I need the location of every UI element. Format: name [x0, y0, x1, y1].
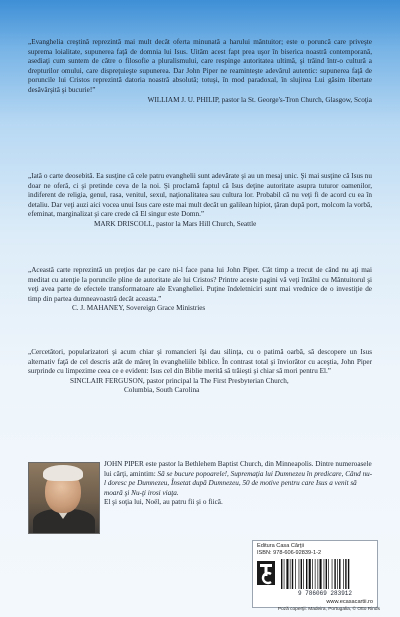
barcode-bar: [345, 559, 346, 589]
barcode-number: 9 786069 283912: [297, 590, 352, 597]
barcode-bar: [290, 559, 291, 589]
barcode-bar: [312, 559, 313, 589]
barcode-bar: [295, 559, 296, 589]
publisher-box: [252, 540, 378, 608]
author-photo: [28, 462, 100, 534]
barcode-bar: [320, 559, 322, 589]
publisher-logo-icon: [257, 561, 275, 585]
cover-photo-credit: Poză coperţii: Madeira, Portugalia, © Otto Rinds: [277, 607, 380, 612]
barcode-bar: [284, 559, 285, 589]
bio-titles: Să se bucure popoarele!, Supremaţia lui Dumnezeu în predicare, Când nu-l doresc pe Dumnezeu, Însetat după Dumnezeu, 50 de motive pentru care Isus a venit să moară şi Nu-ţi irosi viaţa.: [104, 469, 373, 497]
quote-attribution-location: Columbia, South Carolina: [124, 386, 200, 395]
barcode-bar: [324, 559, 325, 589]
quote-driscoll: [28, 172, 372, 230]
barcode-bar: [315, 559, 316, 589]
quote-mahaney: [28, 266, 372, 314]
barcode: [279, 559, 369, 589]
isbn-label: ISBN: 978-606-92839-1-2: [257, 550, 322, 556]
barcode-bar: [301, 559, 302, 589]
bio-family: El şi soţia lui, Noël, au patru fii şi o fiică.: [104, 498, 223, 507]
barcode-bar: [299, 559, 300, 589]
barcode-bar: [286, 559, 288, 589]
quote-attribution: C. J. MAHANEY, Sovereign Grace Ministries: [72, 304, 206, 313]
quote-philip: [28, 38, 372, 105]
quote-text: „Evanghelia creştină reprezintă mai mult decât oferta minunată a harului mântuitor; este o poruncă care priveşte suprema loialitate, supunerea faţă de domnia lui Isus. Uităm acest fapt prea uşor în biserica noastră contemporană, asediaţi cum suntem de către o filosofie a pluralismului, care respinge autoritatea ultimă, şi trăind într-o cultură a drepturilor omului, care dispreţuieşte supunerea. Dar John Piper ne reaminteşte adevărul autentic: supunerea faţă de poruncile lui Cristos reprezintă datoria noastră absolută; totuşi, în mod paradoxal, în slujirea Lui găsim libertate desăvârşită şi bucurie!”: [28, 38, 372, 94]
barcode-bar: [281, 559, 282, 589]
quote-text: „Cercetători, popularizatori şi acum chiar şi romancieri îşi dau silinţa, cu o patimă oarbă, să descopere un Isus alternativ faţă de cel descris atât de măreţ în evangheliile biblice. În contrast total şi înviorător cu aceştia, John Piper surprinde cu limpezime ceea ce e evident: Isus cel din Biblie merită să trăieşti şi chiar să mori pentru El.”: [28, 348, 372, 376]
quote-text: „Această carte reprezintă un preţios dar pe care ni-l face pana lui John Piper. Cât timp a trecut de când nu aţi mai meditat cu atenţie la poruncile pline de autoritate ale lui Cristos? Printre aceste pagini vă veţi întâlni cu Mântuitorul şi veţi avea parte de efectele transformatoare ale Evangheliei. Puţine îndeletniciri sunt mai vrednice de o investiţie de timp din partea dumneavoastră decât aceasta.”: [28, 266, 372, 303]
barcode-bar: [337, 559, 338, 589]
barcode-bar: [339, 559, 340, 589]
barcode-bar: [303, 559, 304, 589]
bio-intro: JOHN PIPER este pastor la Bethlehem Baptist Church, din Minneapolis. Dintre numeroasele lui cărţi, amintim:: [104, 460, 372, 478]
publisher-website: www.ecasacartii.ro: [326, 599, 373, 605]
quote-attribution: WILLIAM J. U. PHILIP, pastor la St. George's-Tron Church, Glasgow, Scoţia: [147, 95, 372, 104]
publisher-name: Editura Casa Cărţii: [257, 543, 304, 549]
quote-attribution: SINCLAIR FERGUSON, pastor principal la The First Presbyterian Church,: [70, 376, 289, 385]
barcode-bar: [306, 559, 307, 589]
author-bio: [104, 460, 374, 508]
barcode-bar: [292, 559, 293, 589]
barcode-bar: [332, 559, 333, 589]
barcode-bar: [326, 559, 327, 589]
quote-ferguson: [28, 348, 372, 396]
quote-text: „Iată o carte deosebită. Ea susţine că cele patru evanghelii sunt adevărate şi au un mesaj unic. Şi mai susţine că Isus nu doar ne oferă, ci şi pretinde ceva de la noi. Şi proclamă faptul că Isus deţine autoritate asupra tuturor oamenilor, indiferent de religia, genul, rasa, venitul, sexul, naţionalitatea sau cultura lor. Probabil că nu veţi fi de acord cu ea în detaliu. Dar veţi auzi aici vocea unui Isus care este mai mult decât un galilean hipiot, ţăran după port, molcom la vorbă, efeminat, marginalizat şi care crede că El singur este Domn.”: [28, 172, 372, 219]
barcode-bar: [348, 559, 349, 589]
quote-attribution: MARK DRISCOLL, pastor la Mars Hill Church, Seattle: [94, 219, 257, 228]
barcode-bar: [328, 559, 329, 589]
barcode-bar: [334, 559, 335, 589]
barcode-bar: [309, 559, 311, 589]
barcode-bar: [318, 559, 319, 589]
barcode-bar: [343, 559, 344, 589]
